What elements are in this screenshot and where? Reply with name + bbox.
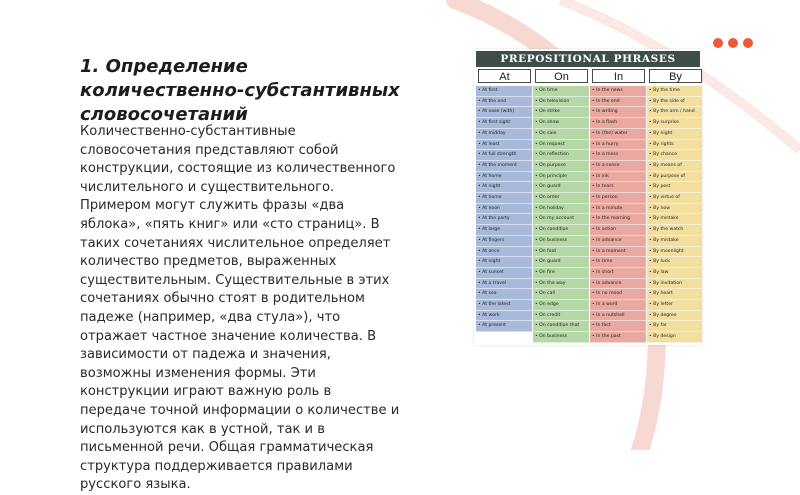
phrase-item: • By rights bbox=[647, 140, 702, 151]
phrase-item: • On guard bbox=[533, 257, 589, 268]
prepositional-phrases-poster bbox=[474, 49, 702, 345]
phrase-item: • In the news bbox=[590, 86, 646, 97]
phrase-item: • By degree bbox=[647, 311, 702, 322]
dot-icon bbox=[728, 38, 738, 48]
poster-title: PREPOSITIONAL PHRASES bbox=[476, 51, 700, 67]
phrase-item: • In the morning bbox=[590, 214, 646, 225]
phrase-item: • In a word bbox=[590, 300, 646, 311]
phrase-item: • By purpose of bbox=[647, 172, 702, 183]
phrase-item: • By mistake bbox=[647, 236, 702, 247]
slide-title: 1. Определение количественно-субстантивных словосочетаний bbox=[80, 56, 400, 125]
phrase-item: • In time bbox=[590, 257, 646, 268]
phrase-item: • On fire bbox=[533, 268, 589, 279]
phrase-item: • On foot bbox=[533, 247, 589, 258]
phrase-item: • At first bbox=[476, 86, 532, 97]
column-heading-at: At bbox=[478, 69, 531, 83]
phrase-item: • At ease (with) bbox=[476, 107, 532, 118]
phrase-item: • At noon bbox=[476, 204, 532, 215]
phrase-item: • In short bbox=[590, 268, 646, 279]
phrase-item: • In action bbox=[590, 225, 646, 236]
phrase-item: • On business bbox=[533, 332, 589, 343]
phrase-item: • On condition bbox=[533, 225, 589, 236]
phrase-item: • In a moment bbox=[590, 247, 646, 258]
dot-icon bbox=[743, 38, 753, 48]
column-by-list bbox=[647, 86, 702, 343]
phrase-item: • In writing bbox=[590, 107, 646, 118]
phrase-item: • In advance bbox=[590, 279, 646, 290]
phrase-item: • By night bbox=[647, 129, 702, 140]
phrase-item: • By heart bbox=[647, 289, 702, 300]
phrase-item: • At a travel bbox=[476, 279, 532, 290]
phrase-item: • By far bbox=[647, 321, 702, 332]
phrase-item: • On order bbox=[533, 193, 589, 204]
phrase-item: • By invitation bbox=[647, 279, 702, 290]
phrase-item: • On business bbox=[533, 236, 589, 247]
column-at-list bbox=[476, 86, 532, 343]
phrase-item: • On sale bbox=[533, 129, 589, 140]
phrase-item: • In ink bbox=[590, 172, 646, 183]
phrase-item: • In a minute bbox=[590, 204, 646, 215]
phrase-item: • On guard bbox=[533, 182, 589, 193]
phrase-item: • By law bbox=[647, 268, 702, 279]
phrase-item: • On condition that bbox=[533, 321, 589, 332]
phrase-item: • At night bbox=[476, 182, 532, 193]
decorative-dots bbox=[713, 38, 753, 48]
phrase-item: • On reflection bbox=[533, 150, 589, 161]
column-heading-by: By bbox=[649, 69, 702, 83]
phrase-item: • At work bbox=[476, 311, 532, 322]
phrase-item: • In a hurry bbox=[590, 140, 646, 151]
phrase-item: • At sea bbox=[476, 289, 532, 300]
phrase-item: • On strike bbox=[533, 107, 589, 118]
phrase-item: • By luck bbox=[647, 257, 702, 268]
phrase-item: • In fact bbox=[590, 321, 646, 332]
phrase-item: • By letter bbox=[647, 300, 702, 311]
phrase-item: • On credit bbox=[533, 311, 589, 322]
phrase-item: • At once bbox=[476, 247, 532, 258]
column-in-list bbox=[590, 86, 646, 343]
phrase-item: • By the arm / hand bbox=[647, 107, 702, 118]
phrase-item: • At present bbox=[476, 321, 532, 332]
phrase-item: • In advance bbox=[590, 236, 646, 247]
phrase-item: • In (the) water bbox=[590, 129, 646, 140]
phrase-item: • In person bbox=[590, 193, 646, 204]
phrase-item: • On edge bbox=[533, 300, 589, 311]
phrase-item: • At sunset bbox=[476, 268, 532, 279]
phrase-item: • By virtue of bbox=[647, 193, 702, 204]
phrase-item: • At first sight bbox=[476, 118, 532, 129]
phrase-item: • On call bbox=[533, 289, 589, 300]
phrase-item: • At the party bbox=[476, 214, 532, 225]
phrase-item: • In tears bbox=[590, 182, 646, 193]
phrase-item: • At home bbox=[476, 193, 532, 204]
phrase-item: • By means of bbox=[647, 161, 702, 172]
phrase-item: • On show bbox=[533, 118, 589, 129]
phrase-item: • By mistake bbox=[647, 214, 702, 225]
phrase-item: • In a sense bbox=[590, 161, 646, 172]
phrase-item: • By design bbox=[647, 332, 702, 343]
phrase-item: • In a mess bbox=[590, 150, 646, 161]
phrase-item: • In a flash bbox=[590, 118, 646, 129]
phrase-item: • On television bbox=[533, 97, 589, 108]
slide-body-text: Количественно-субстантивные словосочетания представляют собой конструкции, состоящие из количественного числительного и существительного. Примером могут служить фразы «два яблока», «пять книг» или «сто страниц». В таких сочетаниях числительное определяет количество предметов, выраженных существительным. Существительные в этих сочетаниях обычно стоят в родительном падеже (например, «два стула»), что отражает частное значение количества. В зависимости от падежа и значения, возможны изменения формы. Эти конструкции играют важную роль в передаче точной информации о количестве и используются как в устной, так и в письменной речи. Общая грамматическая структура поддерживается правилами русского языка. bbox=[80, 124, 400, 493]
phrase-item: • On my account bbox=[533, 214, 589, 225]
phrase-item: • On time bbox=[533, 86, 589, 97]
phrase-item: • At the end bbox=[476, 97, 532, 108]
phrase-item: • In the end bbox=[590, 97, 646, 108]
phrase-item: • On holiday bbox=[533, 204, 589, 215]
phrase-item: • In the past bbox=[590, 332, 646, 343]
phrase-item: • At least bbox=[476, 140, 532, 151]
phrase-item: • On purpose bbox=[533, 161, 589, 172]
phrase-item: • At night bbox=[476, 257, 532, 268]
phrase-item: • By the side of bbox=[647, 97, 702, 108]
phrase-item: • On request bbox=[533, 140, 589, 151]
phrase-item: • On principle bbox=[533, 172, 589, 183]
phrase-item: • By the watch bbox=[647, 225, 702, 236]
phrase-item: • By moonlight bbox=[647, 247, 702, 258]
phrase-item: • By the time bbox=[647, 86, 702, 97]
phrase-item: • In a nutshell bbox=[590, 311, 646, 322]
phrase-item: • By now bbox=[647, 204, 702, 215]
phrase-item: • By chance bbox=[647, 150, 702, 161]
phrase-item: • At full strength bbox=[476, 150, 532, 161]
phrase-item: • At large bbox=[476, 225, 532, 236]
phrase-item: • At midday bbox=[476, 129, 532, 140]
phrase-item: • In no mood bbox=[590, 289, 646, 300]
phrase-item: • At home bbox=[476, 172, 532, 183]
phrase-item: • By post bbox=[647, 182, 702, 193]
column-heading-on: On bbox=[535, 69, 588, 83]
phrase-item: • At the moment bbox=[476, 161, 532, 172]
phrase-item: • At fingers bbox=[476, 236, 532, 247]
phrase-item: • By surprise bbox=[647, 118, 702, 129]
column-heading-in: In bbox=[592, 69, 645, 83]
column-on-list bbox=[533, 86, 589, 343]
dot-icon bbox=[713, 38, 723, 48]
phrase-item: • On the way bbox=[533, 279, 589, 290]
phrase-item: • At the latest bbox=[476, 300, 532, 311]
